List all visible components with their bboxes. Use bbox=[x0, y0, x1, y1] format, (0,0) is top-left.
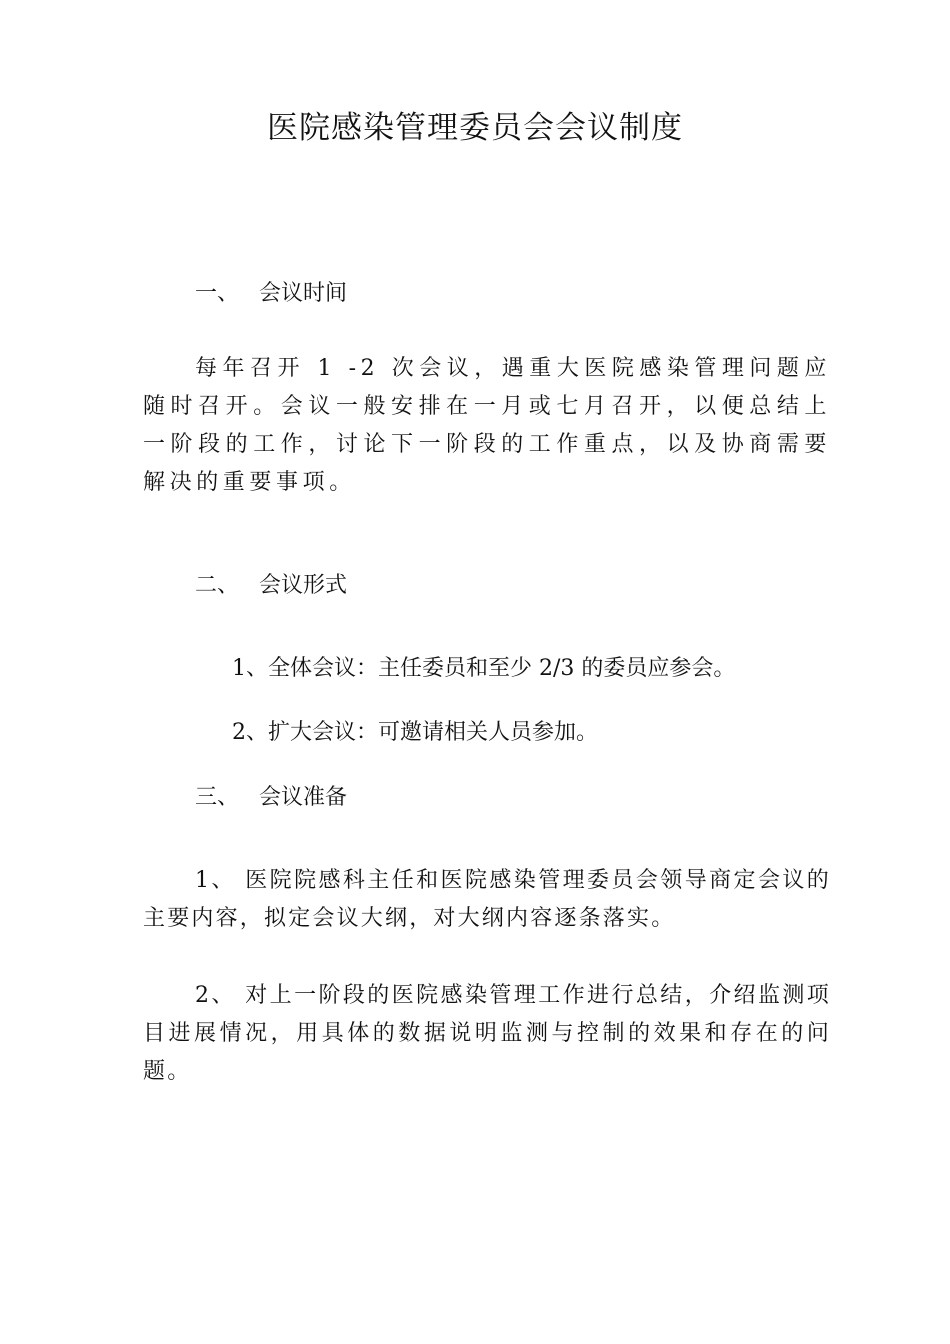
section-heading-1 bbox=[195, 279, 347, 309]
section-heading-2 bbox=[195, 571, 347, 601]
section-heading-3 bbox=[195, 783, 347, 813]
section-3-item-1: 1、 医院院感科主任和医院感染管理委员会领导商定会议的主要内容，拟定会议大纲，对大纲内容逐条落实。 bbox=[143, 868, 831, 931]
section-title-3: 会议准备 bbox=[259, 785, 348, 810]
section-3-item-2: 2、 对上一阶段的医院感染管理工作进行总结，介绍监测项目进展情况，用具体的数据说明监测与控制的效果和存在的问题。 bbox=[143, 983, 831, 1084]
section-title-1: 会议时间 bbox=[259, 281, 348, 306]
section-number-3: 三、 bbox=[195, 785, 240, 810]
document-title: 医院感染管理委员会会议制度 bbox=[267, 110, 683, 146]
section-number-2: 二、 bbox=[195, 573, 240, 598]
section-number-1: 一、 bbox=[195, 281, 240, 306]
section-1-paragraph: 每年召开 1 -2 次会议，遇重大医院感染管理问题应随时召开。会议一般安排在一月或七月召开，以便总结上一阶段的工作，讨论下一阶段的工作重点，以及协商需要解决的重要事项。 bbox=[143, 356, 831, 495]
section-2-item-2: 2、扩大会议：可邀请相关人员参加。 bbox=[232, 720, 598, 745]
section-2-item-1: 1、全体会议：主任委员和至少 2/3 的委员应参会。 bbox=[232, 656, 736, 681]
section-title-2: 会议形式 bbox=[259, 573, 348, 598]
